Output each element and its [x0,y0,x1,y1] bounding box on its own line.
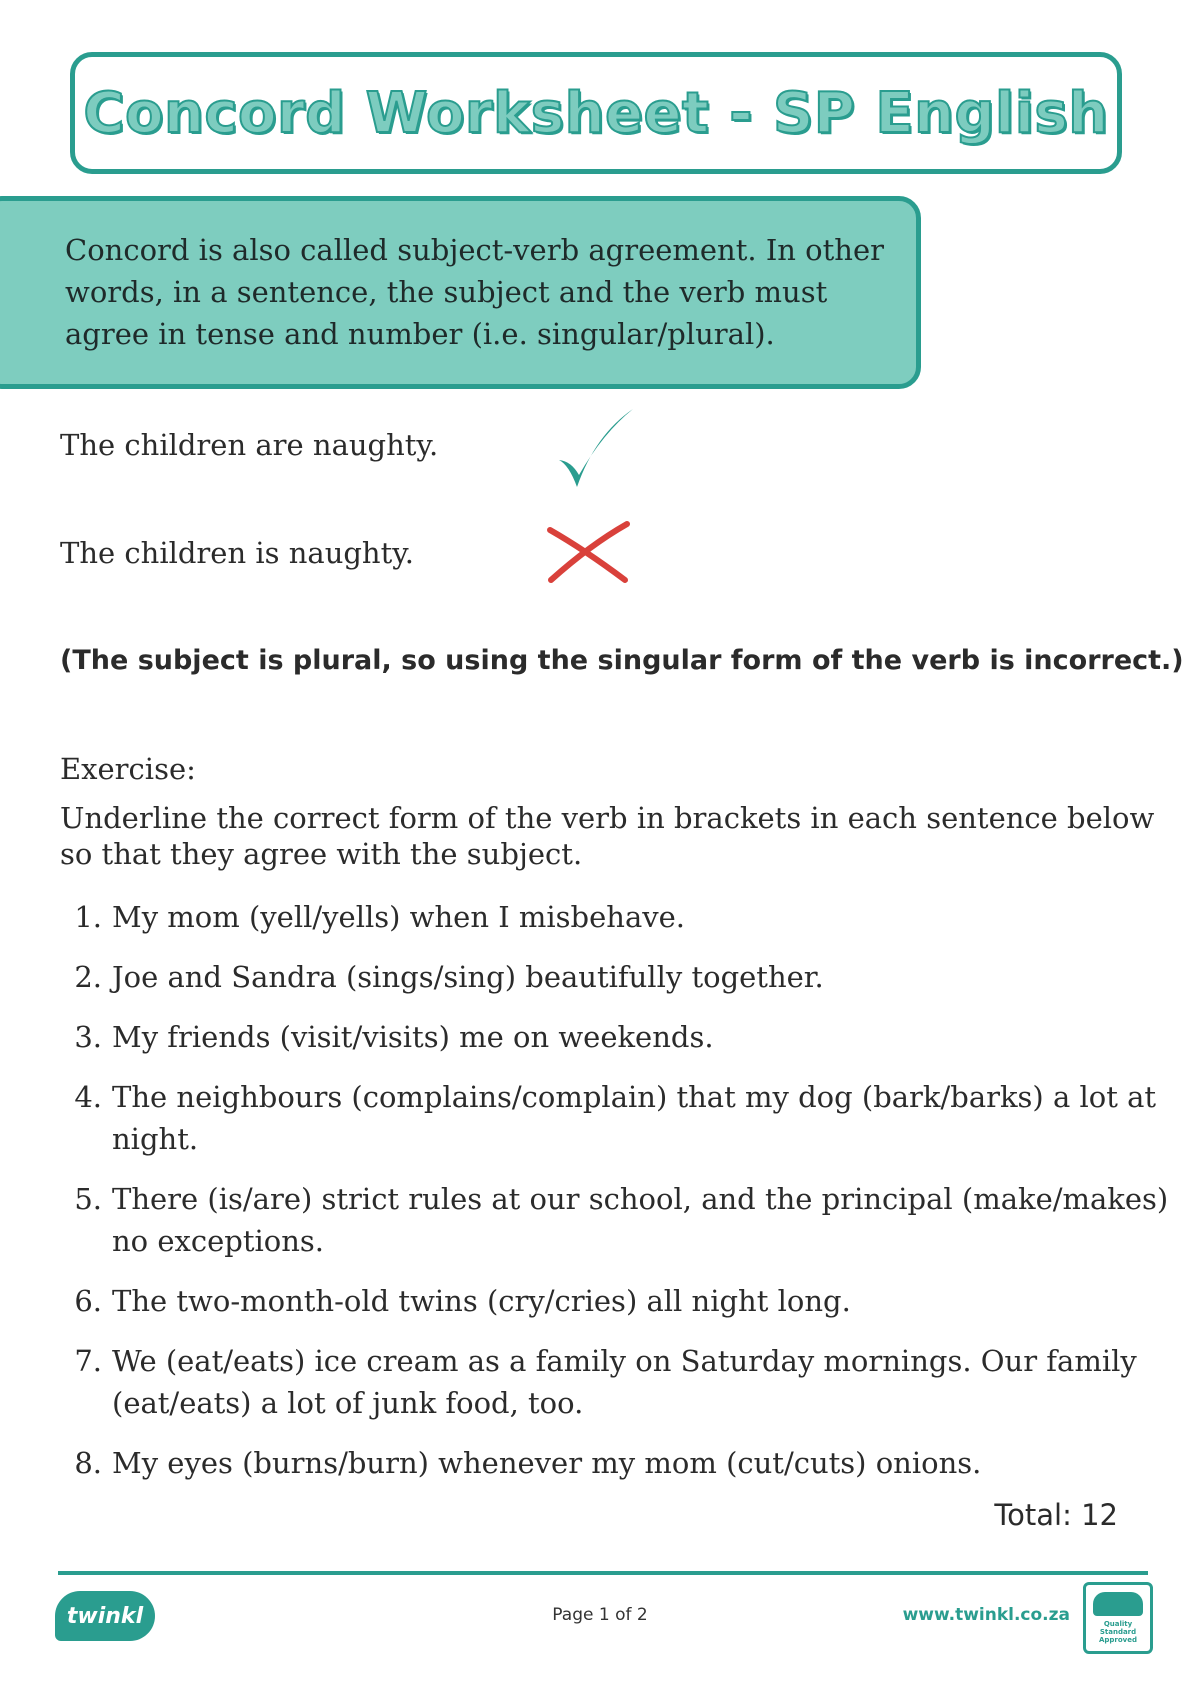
item-text: The neighbours (complains/complain) that my dog (bark/barks) a lot at night. [112,1080,1157,1156]
intro-box [0,196,921,389]
item-number: 3. [74,1020,102,1054]
item-text: My eyes (burns/burn) whenever my mom (cut/cuts) onions. [112,1446,982,1480]
exercise-heading: Exercise: [60,752,196,786]
item-text: Joe and Sandra (sings/sing) beautifully together. [112,960,824,994]
item-number: 1. [74,900,102,934]
total-score: Total: 12 [994,1498,1118,1532]
cross-icon [545,520,630,585]
page-number: Page 1 of 2 [552,1605,648,1625]
item-number: 8. [74,1446,102,1480]
item-text: My friends (visit/visits) me on weekends. [112,1020,714,1054]
item-text: We (eat/eats) ice cream as a family on Saturday mornings. Our family (eat/eats) a lot of junk food, too. [112,1344,1137,1420]
title-banner [70,52,1122,174]
exercise-instruction: Underline the correct form of the verb in brackets in each sentence below so that they agree with the subject. [60,801,1155,871]
item-text: There (is/are) strict rules at our school, and the principal (make/makes) no exceptions. [112,1182,1169,1258]
item-number: 5. [74,1182,102,1216]
list-item [60,1178,1190,1262]
website-link[interactable]: www.twinkl.co.za [902,1605,1070,1625]
item-number: 6. [74,1284,102,1318]
item-number: 4. [74,1080,102,1114]
list-item [60,1280,1190,1322]
quality-badge-icon [1083,1582,1153,1654]
item-text: My mom (yell/yells) when I misbehave. [112,900,686,934]
list-item [60,896,1190,938]
incorrect-example: The children is naughty. [60,536,415,570]
badge-text: Quality Standard Approved [1098,1620,1138,1644]
footer-divider [58,1571,1148,1575]
list-item [60,956,1190,998]
twinkl-logo: twinkl [55,1591,155,1641]
list-item [60,1442,1190,1484]
item-number: 2. [74,960,102,994]
intro-text: Concord is also called subject-verb agreement. In other words, in a sentence, the subject and the verb must agree in tense and number (i.e. singular/plural). [65,233,884,351]
exercise-list [60,896,1190,1502]
badge-cloud-icon [1093,1592,1143,1616]
list-item [60,1016,1190,1058]
item-text: The two-month-old twins (cry/cries) all night long. [112,1284,851,1318]
list-item [60,1076,1190,1160]
correct-example: The children are naughty. [60,428,439,462]
checkmark-icon [555,405,635,495]
explanation-note: (The subject is plural, so using the singular form of the verb is incorrect.) [60,645,1184,676]
page-title: Concord Worksheet - SP English [83,80,1109,146]
item-number: 7. [74,1344,102,1378]
list-item [60,1340,1190,1424]
